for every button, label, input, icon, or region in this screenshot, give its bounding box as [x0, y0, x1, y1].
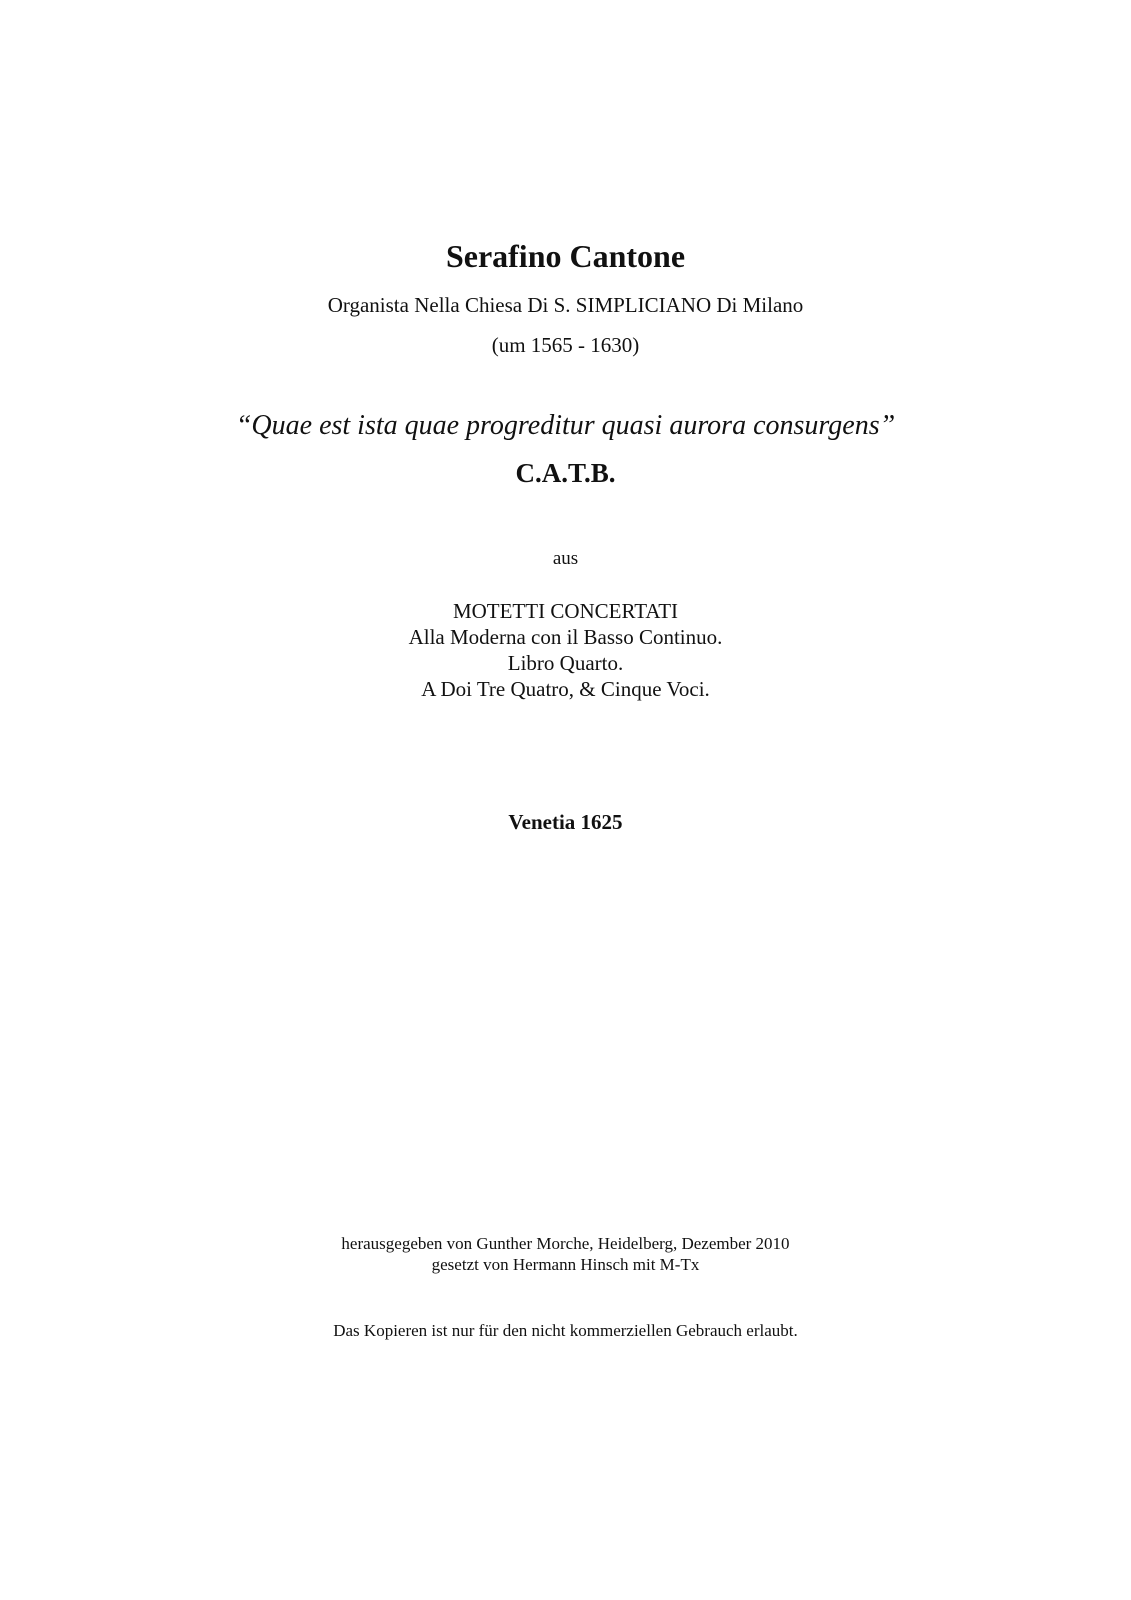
- motet-title: “Quae est ista quae progreditur quasi aurora consurgens”: [235, 410, 896, 441]
- composer-name: Serafino Cantone: [445, 238, 686, 274]
- edition-credits: [0, 1233, 1131, 1275]
- source-line-book: Libro Quarto.: [507, 651, 624, 675]
- source-publication: [0, 598, 1131, 702]
- source-line-subtitle: Alla Moderna con il Basso Continuo.: [408, 625, 723, 649]
- typesetter-credit: gesetzt von Hermann Hinsch mit M-Tx: [431, 1255, 700, 1274]
- voicing: C.A.T.B.: [515, 458, 616, 488]
- source-line-title: MOTETTI CONCERTATI: [452, 599, 679, 623]
- copy-notice: Das Kopieren ist nur für den nicht kommerziellen Gebrauch erlaubt.: [333, 1321, 798, 1340]
- composer-role: Organista Nella Chiesa Di S. SIMPLICIANO Di Milano: [327, 293, 804, 317]
- composer-dates: (um 1565 - 1630): [491, 333, 640, 357]
- place-year: Venetia 1625: [508, 810, 623, 834]
- source-line-voices: A Doi Tre Quatro, & Cinque Voci.: [421, 677, 710, 701]
- from-label: aus: [552, 548, 579, 569]
- editor-credit: herausgegeben von Gunther Morche, Heidelberg, Dezember 2010: [341, 1234, 790, 1253]
